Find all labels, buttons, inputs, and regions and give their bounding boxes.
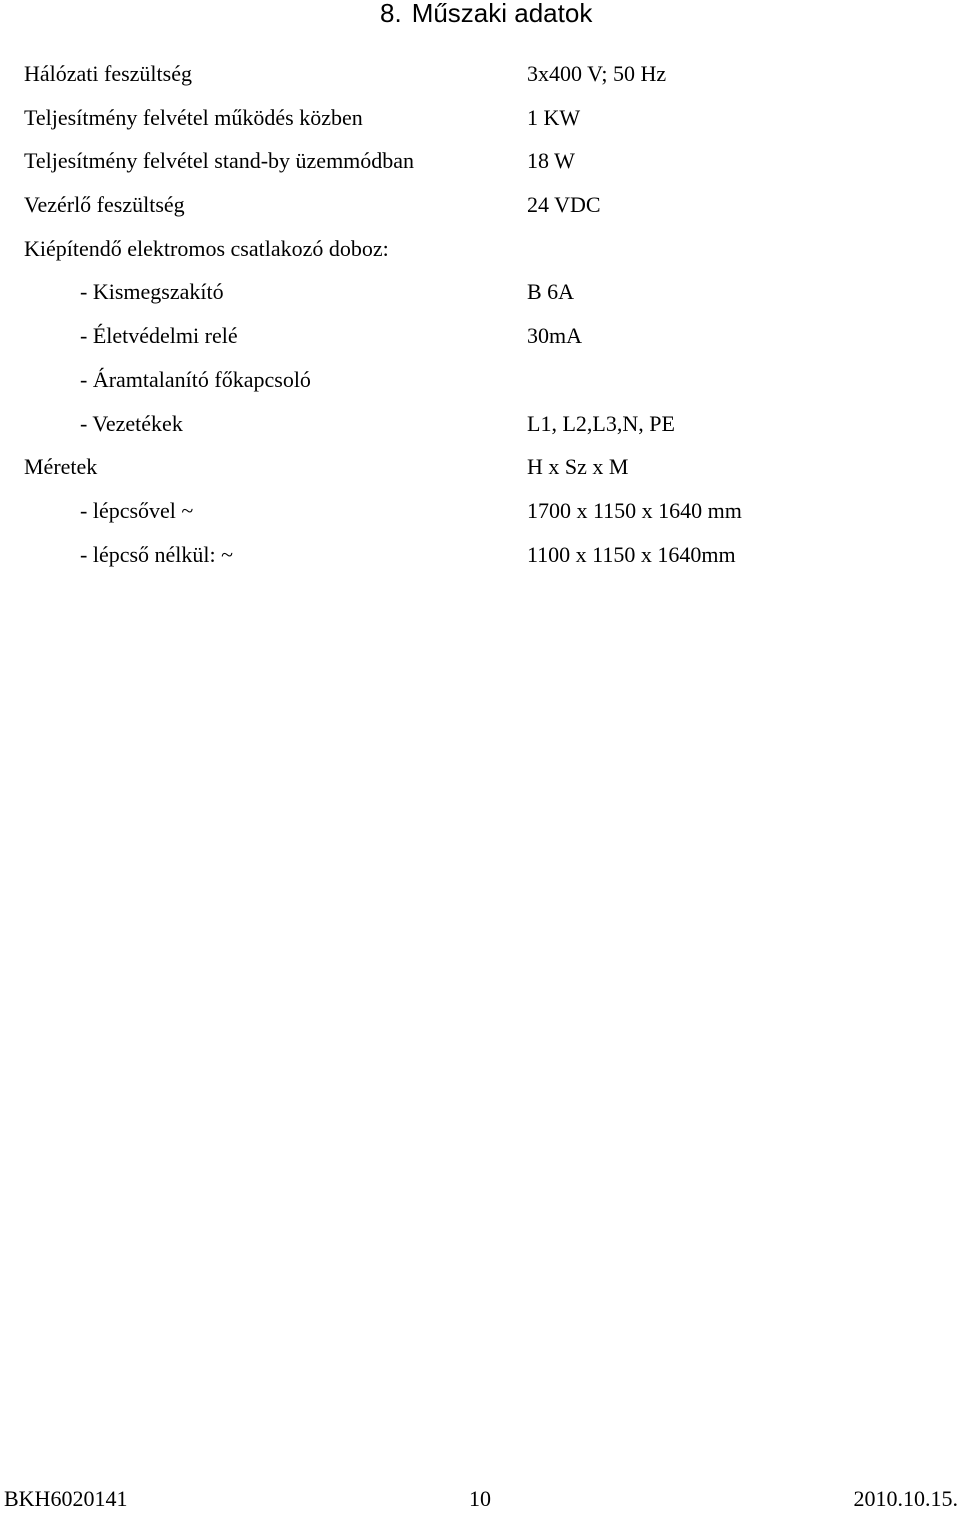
spec-value: H x Sz x M bbox=[527, 454, 629, 480]
spec-row-mains-voltage bbox=[0, 55, 960, 99]
spec-label: Teljesítmény felvétel stand-by üzemmódban bbox=[24, 148, 415, 174]
spec-value: 18 W bbox=[527, 148, 575, 174]
spec-row-connection-box bbox=[0, 230, 960, 274]
spec-row-power-standby bbox=[0, 142, 960, 186]
spec-row-control-voltage bbox=[0, 186, 960, 230]
page-footer bbox=[0, 1484, 960, 1514]
spec-label: - lépcső nélkül: ~ bbox=[80, 541, 234, 567]
spec-label: Teljesítmény felvétel működés közben bbox=[24, 104, 363, 130]
spec-row-circuit-breaker bbox=[0, 273, 960, 317]
spec-label: - Vezetékek bbox=[80, 410, 183, 436]
spec-row-main-switch bbox=[0, 361, 960, 405]
spec-value: 1100 x 1150 x 1640mm bbox=[527, 541, 736, 567]
spec-row-dimensions bbox=[0, 448, 960, 492]
page-number: 10 bbox=[469, 1486, 491, 1511]
spec-row-without-stairs bbox=[0, 536, 960, 580]
spec-value: 24 VDC bbox=[527, 192, 601, 218]
spec-value: 1 KW bbox=[527, 104, 581, 130]
spec-table bbox=[0, 55, 960, 579]
spec-value: 1700 x 1150 x 1640 mm bbox=[527, 497, 742, 523]
spec-row-with-stairs bbox=[0, 492, 960, 536]
spec-value: 3x400 V; 50 Hz bbox=[527, 61, 667, 86]
section-title: Műszaki adatok bbox=[411, 0, 593, 28]
document-code: BKH6020141 bbox=[4, 1486, 128, 1511]
spec-label: Vezérlő feszültség bbox=[24, 192, 185, 218]
spec-label: - Áramtalanító főkapcsoló bbox=[80, 366, 311, 392]
spec-label: Kiépítendő elektromos csatlakozó doboz: bbox=[24, 235, 389, 261]
spec-label: - Életvédelmi relé bbox=[80, 323, 238, 349]
spec-row-wires bbox=[0, 405, 960, 449]
section-heading bbox=[380, 0, 592, 30]
document-date: 2010.10.15. bbox=[853, 1486, 958, 1511]
spec-value: B 6A bbox=[527, 279, 575, 305]
spec-value: L1, L2,L3,N, PE bbox=[527, 410, 675, 436]
section-number: 8. bbox=[380, 0, 402, 28]
spec-label: - lépcsővel ~ bbox=[80, 497, 194, 523]
spec-label: Méretek bbox=[24, 454, 98, 480]
spec-row-rcd bbox=[0, 317, 960, 361]
spec-row-power-operating bbox=[0, 99, 960, 143]
spec-label: Hálózati feszültség bbox=[24, 61, 192, 86]
spec-label: - Kismegszakító bbox=[80, 279, 224, 305]
spec-value: 30mA bbox=[527, 323, 582, 349]
